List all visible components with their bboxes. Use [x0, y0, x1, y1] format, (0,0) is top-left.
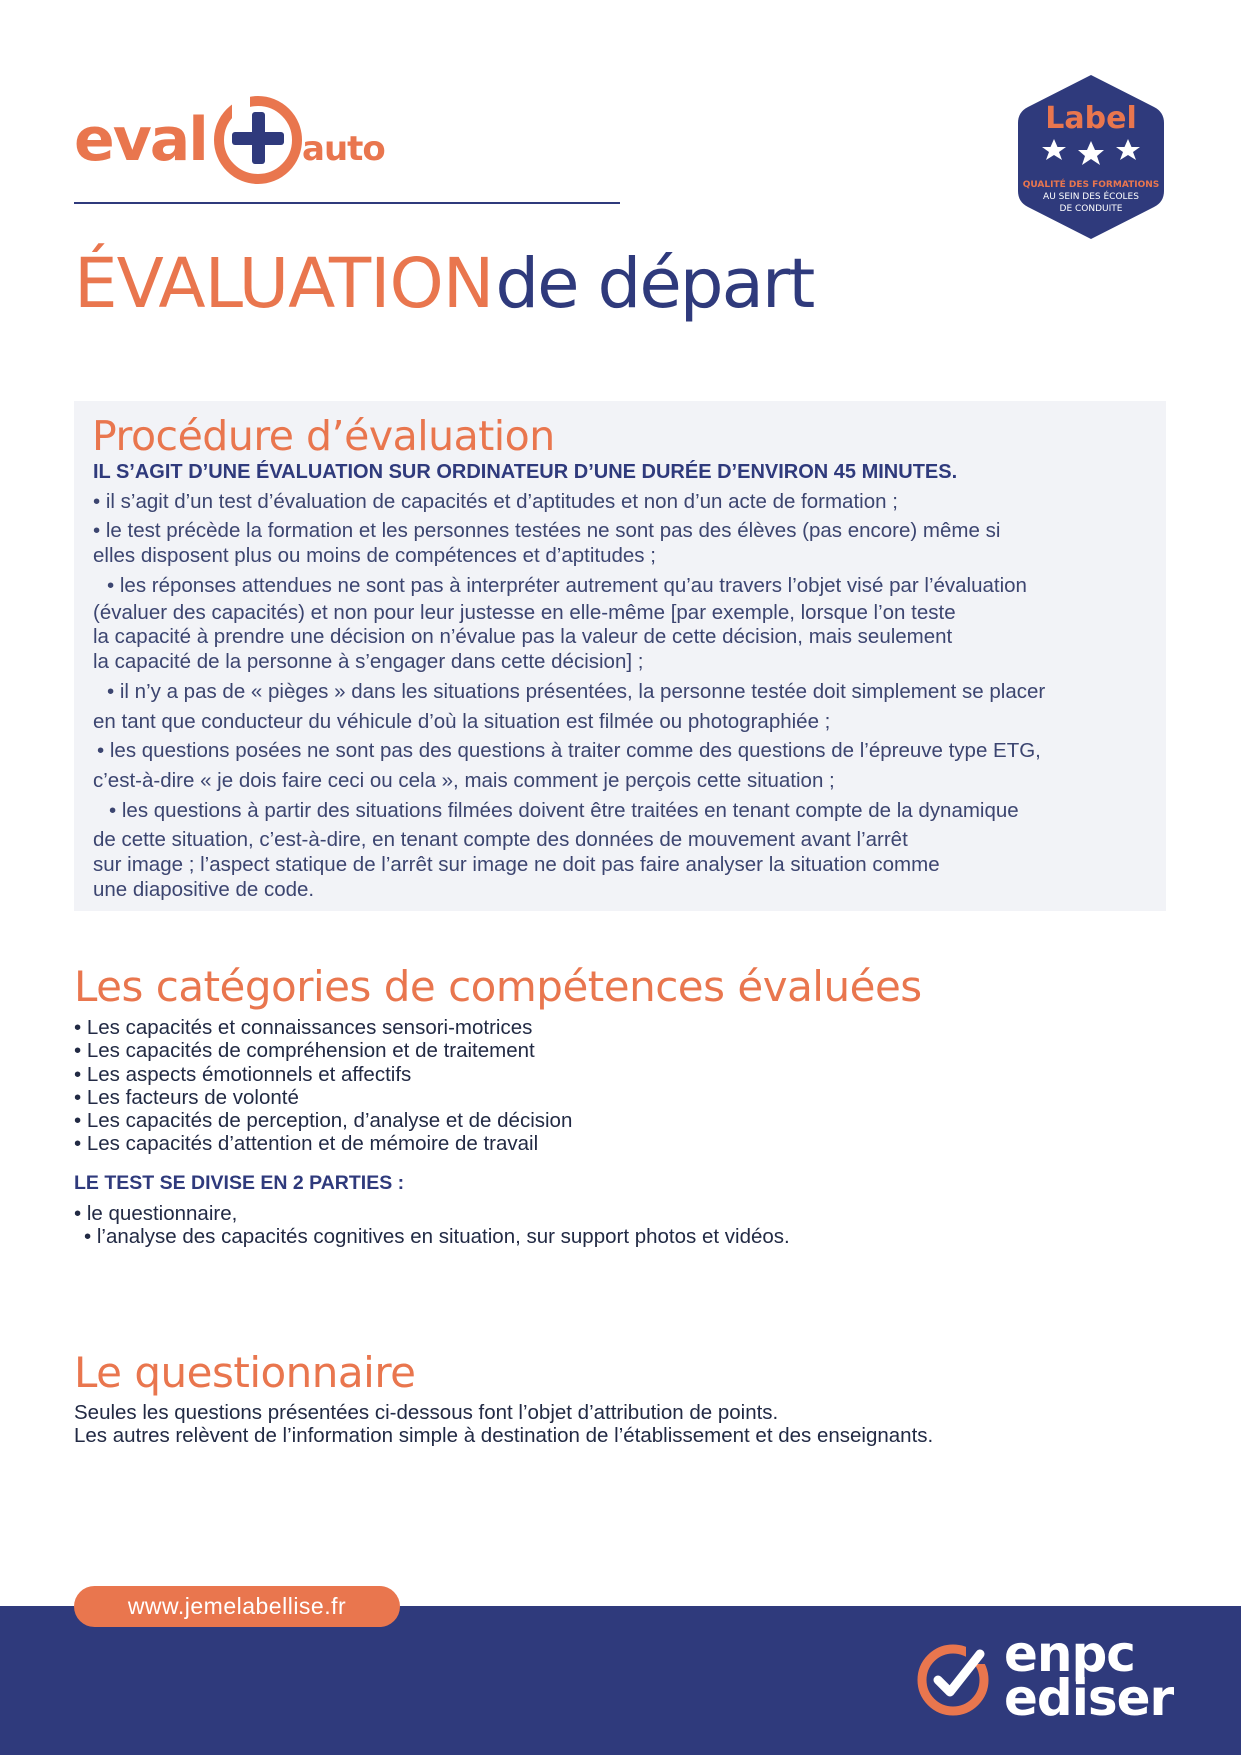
list-item: • le questionnaire, [74, 1202, 238, 1225]
logo-eval-text: eval [74, 105, 207, 175]
list-item: • l’analyse des capacités cognitives en situation, sur support photos et vidéos. [84, 1225, 790, 1249]
title-main: ÉVALUATION [74, 244, 494, 324]
paragraph-line: Les autres relèvent de l’information simple à destination de l’établissement et des enseignants. [74, 1424, 934, 1448]
enpc-ediser-logo [1004, 1625, 1174, 1727]
title-sub: de départ [495, 244, 814, 324]
logo-auto-text: auto [302, 129, 385, 169]
test-parts-heading: LE TEST SE DIVISE EN 2 PARTIES : [74, 1172, 405, 1194]
checkmark-circle-icon [914, 1640, 992, 1718]
procedure-line: • le test précède la formation et les personnes testées ne sont pas des élèves (pas encore) même si [93, 519, 1001, 542]
badge-line-2: AU SEIN DES ÉCOLES [1043, 192, 1139, 202]
categories-list [74, 1016, 572, 1156]
test-parts-list [74, 1202, 790, 1249]
brand-line-1: enpc [1004, 1625, 1135, 1683]
procedure-line: • les questions à partir des situations filmées doivent être traitées en tenant compte de la dynamique [109, 799, 1019, 822]
header-divider [74, 202, 620, 204]
procedure-line: en tant que conducteur du véhicule d’où la situation est filmée ou photographiée ; [93, 710, 831, 733]
list-item: • Les capacités de compréhension et de traitement [74, 1039, 535, 1063]
eval-auto-logo [74, 92, 394, 192]
procedure-line: (évaluer des capacités) et non pour leur justesse en elle-même [par exemple, lorsque l’on teste [93, 601, 956, 624]
list-item: • Les capacités de perception, d’analyse et de décision [74, 1109, 573, 1133]
procedure-line: • il s’agit d’un test d’évaluation de capacités et d’aptitudes et non d’un acte de formation ; [93, 490, 898, 513]
procedure-heading: Procédure d’évaluation [92, 412, 555, 460]
procedure-line: sur image ; l’aspect statique de l’arrêt sur image ne doit pas faire analyser la situation comme [93, 853, 940, 876]
paragraph-line: Seules les questions présentées ci-dessous font l’objet d’attribution de points. [74, 1401, 779, 1424]
website-link[interactable]: www.jemelabellise.fr [74, 1586, 400, 1627]
badge-line-1: QUALITÉ DES FORMATIONS [1022, 180, 1160, 190]
list-item: • Les capacités d’attention et de mémoire de travail [74, 1132, 539, 1156]
procedure-intro: IL S’AGIT D’UNE ÉVALUATION SUR ORDINATEUR D’UNE DURÉE D’ENVIRON 45 MINUTES. [93, 461, 958, 483]
badge-title: Label [1045, 101, 1137, 136]
procedure-line: de cette situation, c’est-à-dire, en tenant compte des données de mouvement avant l’arrêt [93, 828, 908, 851]
procedure-line: • les questions posées ne sont pas des questions à traiter comme des questions de l’épreuve type ETG, [97, 739, 1041, 762]
page-title [74, 244, 814, 324]
label-badge [1016, 73, 1166, 241]
list-item: • Les capacités et connaissances sensori-motrices [74, 1016, 533, 1039]
questionnaire-heading: Le questionnaire [74, 1348, 416, 1397]
procedure-line: la capacité à prendre une décision on n’évalue pas la valeur de cette décision, mais seulement [93, 625, 953, 648]
procedure-line: • les réponses attendues ne sont pas à interpréter autrement qu’au travers l’objet visé par l’évaluation [107, 574, 1027, 597]
procedure-line: • il n’y a pas de « pièges » dans les situations présentées, la personne testée doit simplement se placer [107, 680, 1046, 703]
brand-line-2: ediser [1004, 1669, 1174, 1727]
questionnaire-text [74, 1401, 933, 1448]
badge-line-3: DE CONDUITE [1059, 204, 1123, 214]
list-item: • Les facteurs de volonté [74, 1085, 299, 1109]
procedure-line: elles disposent plus ou moins de compétences et d’aptitudes ; [93, 544, 656, 567]
procedure-line: la capacité de la personne à s’engager dans cette décision] ; [93, 650, 644, 673]
list-item: • Les aspects émotionnels et affectifs [74, 1062, 412, 1086]
categories-heading: Les catégories de compétences évaluées [74, 962, 922, 1011]
procedure-line: c’est-à-dire « je dois faire ceci ou cela », mais comment je perçois cette situation ; [93, 769, 835, 792]
procedure-line: une diapositive de code. [93, 878, 315, 901]
